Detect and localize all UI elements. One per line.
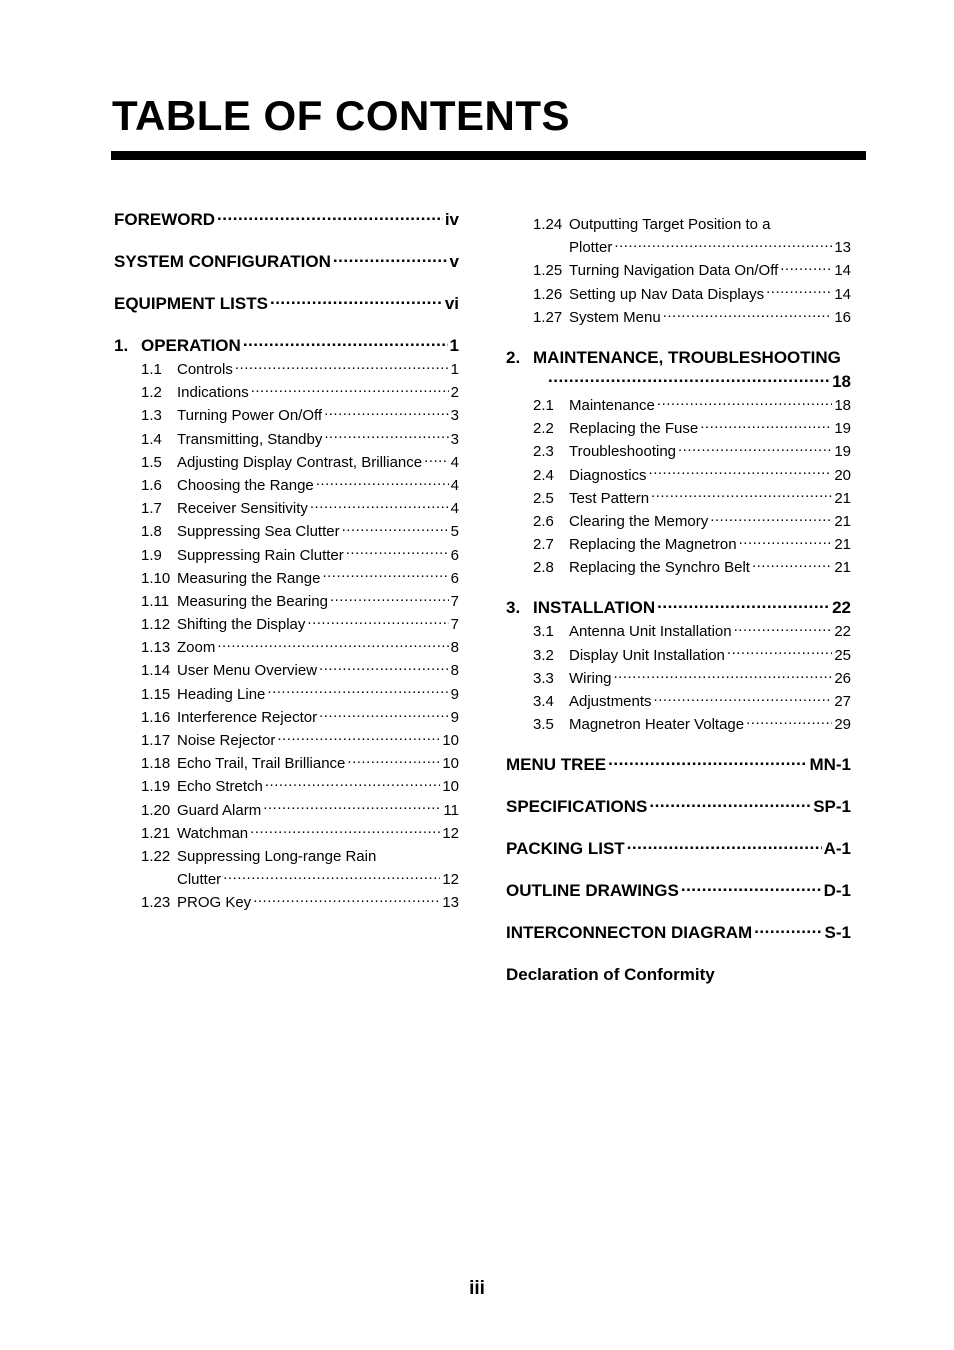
toc-subsection-entry[interactable] bbox=[506, 533, 851, 556]
toc-subsection-entry[interactable] bbox=[114, 706, 459, 729]
toc-title: Replacing the Magnetron bbox=[569, 536, 737, 554]
toc-section-number: 1.5 bbox=[141, 453, 162, 471]
toc-subsection-entry[interactable] bbox=[114, 520, 459, 543]
toc-page: 10 bbox=[442, 755, 459, 773]
toc-section-number: 2.3 bbox=[533, 443, 554, 461]
leader-dots bbox=[307, 614, 448, 629]
toc-title: Display Unit Installation bbox=[569, 646, 725, 664]
toc-page: 13 bbox=[834, 239, 851, 257]
toc-entry-1-23[interactable] bbox=[114, 891, 459, 914]
leader-dots bbox=[654, 691, 833, 706]
toc-section-number: 1.1 bbox=[141, 361, 162, 378]
title-rule bbox=[111, 151, 866, 160]
toc-page: 21 bbox=[834, 489, 851, 507]
page-title: TABLE OF CONTENTS bbox=[112, 92, 571, 139]
toc-title: Outputting Target Position to a bbox=[569, 216, 771, 233]
toc-section-number: 2.4 bbox=[533, 466, 554, 484]
toc-subsection-entry[interactable] bbox=[114, 497, 459, 520]
toc-page: 8 bbox=[450, 639, 459, 657]
toc-page: 6 bbox=[450, 546, 459, 564]
toc-page: 19 bbox=[834, 443, 851, 461]
leader-dots bbox=[734, 621, 833, 636]
toc-section-number: 2.7 bbox=[533, 536, 554, 554]
leader-dots bbox=[700, 418, 832, 433]
toc-page: iv bbox=[444, 210, 459, 229]
leader-dots bbox=[322, 568, 448, 583]
toc-page: 13 bbox=[442, 894, 459, 912]
toc-title: User Menu Overview bbox=[177, 662, 318, 680]
toc-page: 11 bbox=[443, 801, 459, 819]
leader-dots bbox=[657, 596, 830, 613]
toc-subsection-entry[interactable] bbox=[114, 404, 459, 427]
toc-page: 21 bbox=[834, 512, 851, 530]
leader-dots bbox=[277, 730, 440, 745]
toc-subsection-entry[interactable] bbox=[506, 690, 851, 713]
toc-subsection-entry[interactable] bbox=[506, 620, 851, 643]
toc-entry-operation[interactable] bbox=[114, 334, 459, 358]
toc-section-number: 1.26 bbox=[533, 285, 563, 303]
leader-dots bbox=[263, 800, 441, 815]
leader-dots bbox=[270, 292, 443, 309]
toc-title: Adjustments bbox=[569, 693, 652, 710]
toc-title: Turning Navigation Data On/Off bbox=[569, 262, 779, 280]
toc-page: 6 bbox=[450, 569, 459, 587]
leader-dots bbox=[217, 637, 448, 652]
leader-dots bbox=[316, 475, 449, 490]
toc-page: 10 bbox=[442, 732, 459, 749]
toc-section-number: 1.2 bbox=[141, 384, 162, 402]
toc-title: Suppressing Long-range Rain bbox=[177, 847, 377, 865]
leader-dots bbox=[346, 545, 449, 560]
toc-section-number: 1.20 bbox=[141, 801, 171, 819]
toc-page: 16 bbox=[834, 308, 851, 326]
toc-section-number: 3.5 bbox=[533, 716, 554, 734]
toc-subsection-entry[interactable] bbox=[506, 644, 851, 667]
toc-section-number: 1.14 bbox=[141, 662, 171, 680]
leader-dots bbox=[752, 557, 832, 572]
toc-subsection-entry[interactable] bbox=[506, 556, 851, 579]
toc-title: Guard Alarm bbox=[177, 801, 262, 819]
toc-page: 20 bbox=[834, 466, 851, 484]
toc-section-number: 2.2 bbox=[533, 420, 554, 438]
page-number: iii bbox=[469, 1278, 485, 1299]
toc-entry-foreword[interactable] bbox=[114, 208, 459, 232]
toc-section-number: 1.4 bbox=[141, 430, 162, 448]
toc-section-number: 1.12 bbox=[141, 616, 171, 634]
toc-title: Heading Line bbox=[177, 685, 266, 703]
toc-entry-installation[interactable] bbox=[506, 596, 851, 620]
toc-title: PACKING LIST bbox=[506, 839, 625, 859]
toc-page: 9 bbox=[450, 685, 459, 703]
leader-dots bbox=[424, 452, 449, 467]
toc-section-number: 1.21 bbox=[141, 824, 171, 842]
toc-title: Suppressing Rain Clutter bbox=[177, 546, 344, 564]
toc-title: Antenna Unit Installation bbox=[569, 623, 732, 641]
toc-subsection-entry[interactable] bbox=[114, 381, 459, 404]
toc-page: 4 bbox=[450, 500, 459, 518]
toc-title: OPERATION bbox=[141, 336, 241, 355]
toc-title: Choosing the Range bbox=[177, 476, 314, 494]
toc-page: 8 bbox=[450, 662, 459, 680]
toc-chapter-number: 3. bbox=[506, 598, 521, 618]
toc-page: D-1 bbox=[823, 881, 851, 901]
toc-subsection-entry[interactable] bbox=[114, 659, 459, 682]
toc-subsection-entry[interactable] bbox=[506, 464, 851, 487]
leader-dots bbox=[324, 405, 449, 420]
toc-title: Zoom bbox=[177, 639, 216, 657]
leader-dots bbox=[608, 753, 807, 770]
leader-dots bbox=[243, 334, 448, 351]
toc-section-number: 1.22 bbox=[141, 847, 171, 865]
toc-subsection-entry[interactable] bbox=[506, 440, 851, 463]
toc-title: Test Pattern bbox=[569, 489, 650, 507]
toc-page: 21 bbox=[834, 536, 851, 554]
toc-title: Echo Trail, Trail Brilliance bbox=[177, 755, 346, 773]
leader-dots bbox=[678, 441, 832, 456]
toc-entry-1-24[interactable] bbox=[506, 213, 851, 236]
leader-dots bbox=[710, 511, 832, 526]
toc-subsection-entry[interactable] bbox=[114, 775, 459, 798]
toc-title: SYSTEM CONFIGURATION bbox=[114, 252, 331, 271]
toc-page: 7 bbox=[450, 616, 459, 634]
toc-subsection-entry[interactable] bbox=[114, 613, 459, 636]
leader-dots bbox=[649, 795, 811, 812]
toc-section-number: 2.8 bbox=[533, 559, 554, 577]
toc-subsection-entry[interactable] bbox=[506, 713, 851, 736]
toc-title: Measuring the Bearing bbox=[177, 592, 328, 610]
toc-title: Suppressing Sea Clutter bbox=[177, 523, 340, 541]
toc-entry-menu-tree[interactable] bbox=[506, 753, 851, 777]
toc-entry-interconnection-diagram[interactable] bbox=[506, 921, 851, 945]
toc-title: MENU TREE bbox=[506, 755, 607, 775]
toc-title: PROG Key bbox=[177, 894, 252, 912]
toc-page: 12 bbox=[442, 824, 459, 842]
toc-section-number: 1.19 bbox=[141, 778, 171, 796]
toc-page: 21 bbox=[834, 559, 851, 577]
toc-page: S-1 bbox=[824, 923, 851, 943]
toc-subsection-entry[interactable] bbox=[114, 752, 459, 775]
toc-subsection-entry[interactable] bbox=[114, 822, 459, 845]
toc-section-number: 2.1 bbox=[533, 396, 554, 414]
leader-dots bbox=[319, 660, 449, 675]
toc-page: 18 bbox=[834, 396, 851, 414]
toc-entry-declaration-of-conformity[interactable]: Declaration of Conformity bbox=[506, 965, 715, 985]
toc-title: Transmitting, Standby bbox=[177, 430, 323, 448]
toc-entry-packing-list[interactable] bbox=[506, 837, 851, 861]
toc-subsection-entry[interactable] bbox=[114, 567, 459, 590]
toc-title: Setting up Nav Data Displays bbox=[569, 285, 765, 303]
toc-section-number: 2.6 bbox=[533, 512, 554, 530]
leader-dots bbox=[739, 534, 833, 549]
toc-page: 14 bbox=[834, 262, 851, 280]
toc-page: 1 bbox=[449, 336, 459, 355]
leader-dots bbox=[746, 714, 832, 729]
leader-dots bbox=[651, 488, 832, 503]
toc-section-number: 1.7 bbox=[141, 500, 162, 518]
toc-subsection-entry[interactable] bbox=[506, 510, 851, 533]
toc-subsection-entry[interactable] bbox=[506, 394, 851, 417]
leader-dots bbox=[267, 684, 448, 699]
toc-title: Clutter bbox=[177, 871, 222, 889]
toc-section-number: 3.4 bbox=[533, 693, 554, 710]
toc-right-column bbox=[506, 213, 851, 987]
toc-subsection-entry[interactable] bbox=[506, 667, 851, 690]
toc-page: 27 bbox=[834, 693, 851, 710]
leader-dots bbox=[217, 208, 443, 225]
toc-subsection-entry[interactable] bbox=[114, 590, 459, 613]
toc-entry-specifications[interactable] bbox=[506, 795, 851, 819]
toc-title: Controls bbox=[177, 361, 233, 378]
toc-title: Measuring the Range bbox=[177, 569, 321, 587]
toc-page: 10 bbox=[442, 778, 459, 796]
toc-title: Replacing the Synchro Belt bbox=[569, 559, 750, 577]
toc-page: 14 bbox=[834, 285, 851, 303]
toc-subsection-entry[interactable] bbox=[506, 417, 851, 440]
toc-title: MAINTENANCE, TROUBLESHOOTING bbox=[533, 347, 841, 367]
toc-section-number: 3.3 bbox=[533, 669, 554, 687]
leader-dots bbox=[342, 521, 449, 536]
leader-dots bbox=[548, 370, 830, 387]
toc-page: A-1 bbox=[823, 839, 851, 859]
toc-title: Diagnostics bbox=[569, 466, 647, 484]
toc-page: 3 bbox=[450, 407, 459, 425]
toc-subsection-entry[interactable] bbox=[114, 451, 459, 474]
toc-section-number: 1.10 bbox=[141, 569, 171, 587]
toc-page: 19 bbox=[834, 420, 851, 438]
toc-chapter-number: 1. bbox=[114, 336, 129, 355]
toc-title: Watchman bbox=[177, 824, 249, 842]
toc-subsection-entry[interactable] bbox=[506, 487, 851, 510]
leader-dots bbox=[333, 250, 448, 267]
toc-title: Clearing the Memory bbox=[569, 512, 709, 530]
leader-dots bbox=[319, 707, 449, 722]
leader-dots bbox=[310, 498, 449, 513]
toc-subsection-entry[interactable] bbox=[114, 358, 459, 381]
toc-page: vi bbox=[444, 294, 459, 313]
toc-section-number: 1.24 bbox=[533, 216, 563, 233]
toc-title: Receiver Sensitivity bbox=[177, 500, 308, 518]
toc-title: Echo Stretch bbox=[177, 778, 263, 796]
toc-title: Interference Rejector bbox=[177, 708, 318, 726]
toc-subsection-entry[interactable] bbox=[506, 306, 851, 329]
toc-subsection-entry[interactable] bbox=[114, 636, 459, 659]
toc-page: 5 bbox=[450, 523, 459, 541]
toc-title: Troubleshooting bbox=[569, 443, 677, 461]
toc-entry-equipment-lists[interactable] bbox=[114, 292, 459, 316]
toc-section-number: 1.17 bbox=[141, 732, 171, 749]
toc-section-number: 1.16 bbox=[141, 708, 171, 726]
toc-title: INTERCONNECTON DIAGRAM bbox=[506, 923, 753, 943]
leader-dots bbox=[265, 776, 440, 791]
toc-left-column bbox=[114, 208, 459, 915]
leader-dots bbox=[657, 395, 832, 410]
toc-title: EQUIPMENT LISTS bbox=[114, 294, 268, 313]
toc-subsection-entry[interactable] bbox=[114, 474, 459, 497]
leader-dots bbox=[663, 307, 833, 322]
toc-page: 12 bbox=[442, 871, 459, 889]
leader-dots bbox=[649, 465, 833, 480]
toc-section-number: 2.5 bbox=[533, 489, 554, 507]
toc-page: 1 bbox=[450, 361, 459, 378]
leader-dots bbox=[347, 753, 440, 768]
leader-dots bbox=[251, 382, 449, 397]
toc-subsection-entry[interactable] bbox=[114, 428, 459, 451]
toc-page: 9 bbox=[450, 708, 459, 726]
toc-title: System Menu bbox=[569, 308, 661, 326]
toc-section-number: 1.3 bbox=[141, 407, 162, 425]
leader-dots bbox=[727, 645, 832, 660]
toc-page: MN-1 bbox=[809, 755, 851, 775]
toc-page: v bbox=[449, 252, 459, 271]
toc-title: Noise Rejector bbox=[177, 732, 276, 749]
toc-title: INSTALLATION bbox=[533, 598, 656, 618]
toc-title: Adjusting Display Contrast, Brilliance bbox=[177, 453, 423, 471]
toc-page: 22 bbox=[832, 598, 851, 618]
toc-section-number: 3.2 bbox=[533, 646, 554, 664]
toc-title: SPECIFICATIONS bbox=[506, 797, 648, 817]
toc-section-number: 1.13 bbox=[141, 639, 171, 657]
toc-title: Wiring bbox=[569, 669, 612, 687]
toc-chapter-number: 2. bbox=[506, 347, 521, 367]
toc-page: 2 bbox=[450, 384, 459, 402]
toc-section-number: 1.18 bbox=[141, 755, 171, 773]
leader-dots bbox=[627, 837, 822, 854]
toc-entry-maintenance[interactable] bbox=[506, 346, 851, 370]
toc-title: FOREWORD bbox=[114, 210, 216, 229]
toc-page: 22 bbox=[834, 623, 851, 641]
leader-dots bbox=[780, 260, 832, 275]
toc-entry-1-22-continued[interactable] bbox=[114, 868, 459, 891]
toc-title: Maintenance bbox=[569, 396, 655, 414]
toc-title: Plotter bbox=[569, 239, 613, 257]
toc-title: Replacing the Fuse bbox=[569, 420, 699, 438]
leader-dots bbox=[614, 668, 833, 683]
leader-dots bbox=[253, 892, 440, 907]
toc-subsection-entry[interactable] bbox=[114, 544, 459, 567]
toc-title: Magnetron Heater Voltage bbox=[569, 716, 745, 734]
toc-page: 25 bbox=[834, 646, 851, 664]
toc-section-number: 3.1 bbox=[533, 623, 554, 641]
leader-dots bbox=[223, 869, 440, 884]
toc-title: Shifting the Display bbox=[177, 616, 306, 634]
leader-dots bbox=[766, 284, 832, 299]
installation-subsections bbox=[506, 620, 851, 736]
toc-page: 26 bbox=[834, 669, 851, 687]
toc-section-number: 1.23 bbox=[141, 894, 171, 912]
toc-page: 7 bbox=[450, 592, 459, 610]
leader-dots bbox=[681, 879, 822, 896]
toc-subsection-entry[interactable] bbox=[114, 799, 459, 822]
toc-subsection-entry[interactable] bbox=[114, 683, 459, 706]
operation-subsections-continued bbox=[506, 259, 851, 329]
toc-entry-1-24-continued[interactable] bbox=[506, 236, 851, 259]
toc-page: 4 bbox=[450, 453, 459, 471]
toc-title: Indications bbox=[177, 384, 249, 402]
toc-entry-outline-drawings[interactable] bbox=[506, 879, 851, 903]
toc-section-number: 1.25 bbox=[533, 262, 563, 280]
toc-page: SP-1 bbox=[813, 797, 851, 817]
toc-page: 29 bbox=[834, 716, 851, 734]
toc-page: 3 bbox=[450, 430, 459, 448]
toc-entry-system-configuration[interactable] bbox=[114, 250, 459, 274]
leader-dots bbox=[330, 591, 449, 606]
toc-section-number: 1.27 bbox=[533, 308, 563, 326]
toc-section-number: 1.8 bbox=[141, 523, 162, 541]
leader-dots bbox=[250, 823, 440, 838]
toc-section-number: 1.15 bbox=[141, 685, 171, 703]
toc-entry-1-22[interactable] bbox=[114, 845, 459, 868]
toc-subsection-entry[interactable] bbox=[506, 259, 851, 282]
maintenance-subsections bbox=[506, 394, 851, 580]
toc-entry-maintenance-continued[interactable] bbox=[506, 370, 851, 394]
leader-dots bbox=[614, 237, 832, 252]
toc-page: 4 bbox=[450, 476, 459, 494]
operation-subsections bbox=[114, 358, 459, 845]
toc-section-number: 1.9 bbox=[141, 546, 162, 564]
toc-subsection-entry[interactable] bbox=[506, 283, 851, 306]
leader-dots bbox=[324, 429, 448, 444]
leader-dots bbox=[235, 359, 449, 374]
toc-title: Turning Power On/Off bbox=[177, 407, 323, 425]
toc-section-number: 1.11 bbox=[141, 592, 170, 610]
toc-page: 18 bbox=[832, 371, 851, 391]
toc-section-number: 1.6 bbox=[141, 476, 162, 494]
toc-title: OUTLINE DRAWINGS bbox=[506, 881, 679, 901]
leader-dots bbox=[754, 921, 822, 938]
toc-subsection-entry[interactable] bbox=[114, 729, 459, 752]
